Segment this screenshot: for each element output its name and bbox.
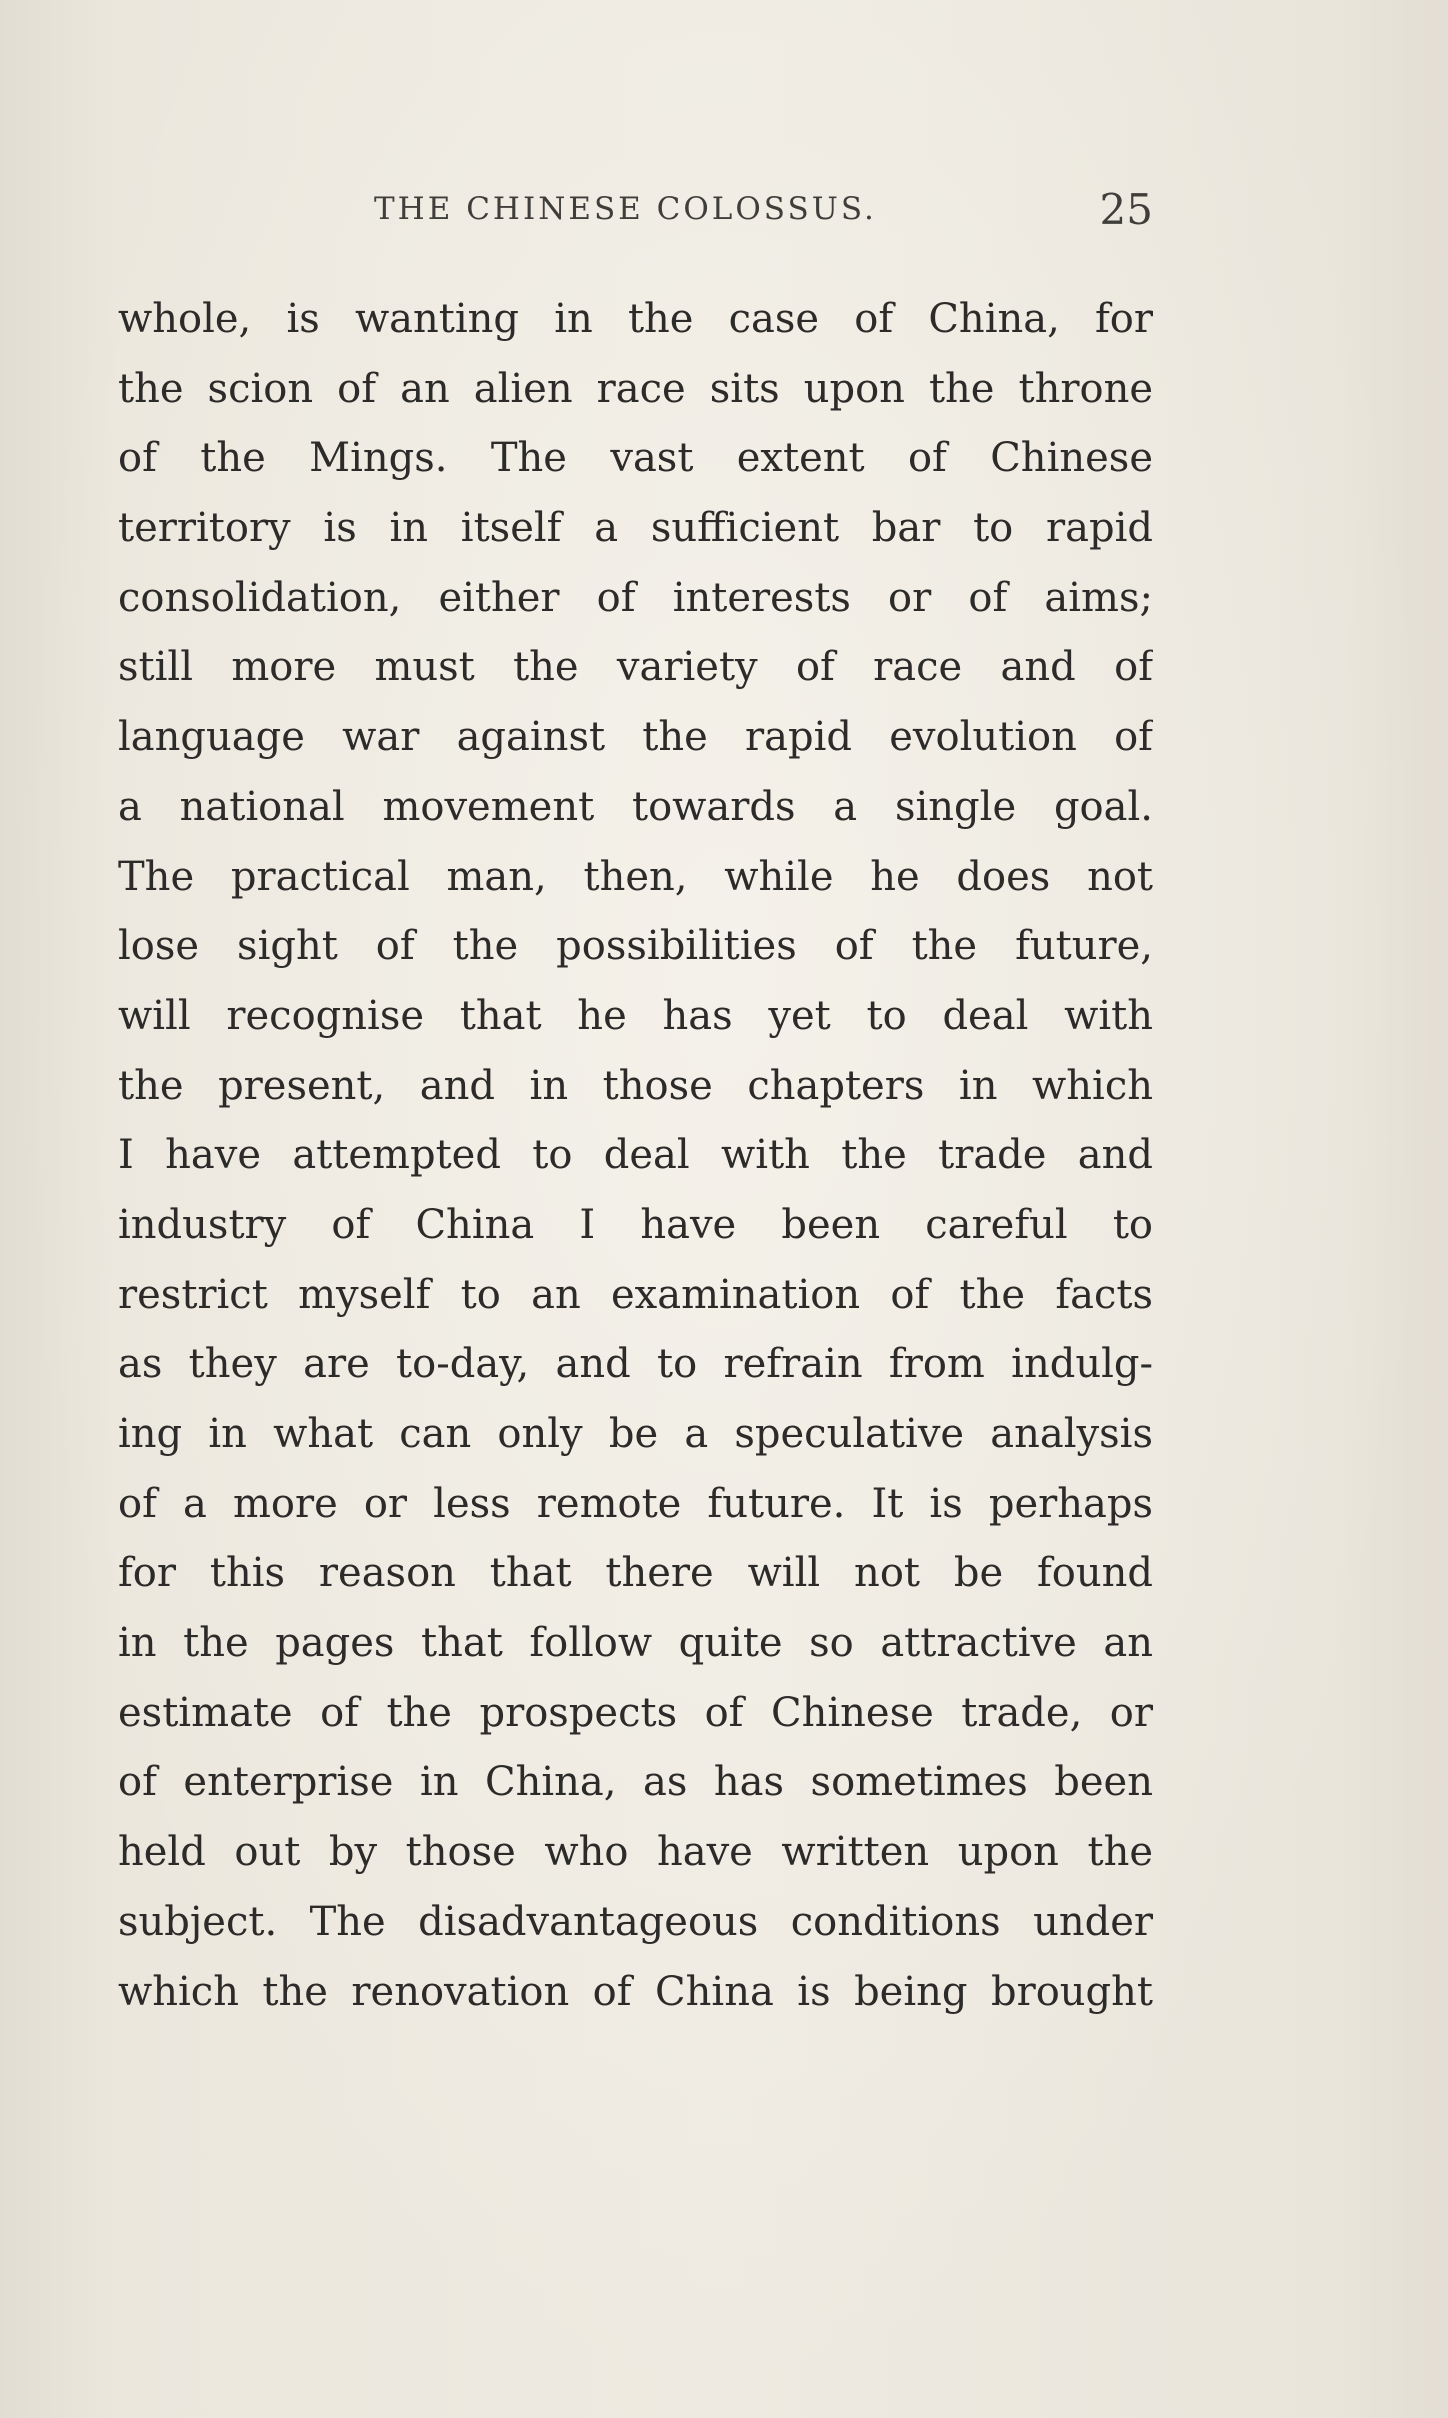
text-line: will recognise that he has yet to deal with: [118, 992, 1153, 1039]
text-line: whole, is wanting in the case of China, for: [118, 296, 1153, 342]
text-line: of the Mings. The vast extent of Chinese: [118, 435, 1153, 482]
text-line: language war against the rapid evolution of: [118, 714, 1153, 761]
text-line: ing in what can only be a speculative analysis: [118, 1411, 1153, 1457]
text-line: the scion of an alien race sits upon the throne: [118, 365, 1153, 412]
text-line: a national movement towards a single goal.: [118, 783, 1153, 830]
text-line: held out by those who have written upon the: [118, 1829, 1153, 1876]
text-line: of a more or less remote future. It is perhaps: [118, 1480, 1153, 1527]
text-line: The practical man, then, while he does not: [118, 853, 1153, 900]
text-line: in the pages that follow quite so attractive an: [118, 1620, 1153, 1667]
text-line: territory is in itself a sufficient bar to rapid: [118, 505, 1153, 552]
text-line: the present, and in those chapters in which: [118, 1062, 1153, 1109]
text-line: consolidation, either of interests or of aims;: [118, 574, 1153, 621]
page-number: 25: [1099, 185, 1153, 234]
running-title: THE CHINESE COLOSSUS.: [374, 191, 877, 227]
text-line: still more must the variety of race and of: [118, 644, 1153, 691]
running-head: [118, 185, 1153, 233]
text-line: restrict myself to an examination of the facts: [118, 1271, 1153, 1318]
text-line: subject. The disadvantageous conditions under: [118, 1898, 1153, 1945]
body-text: [118, 285, 1153, 2027]
text-line: for this reason that there will not be found: [118, 1550, 1153, 1597]
text-line: industry of China I have been careful to: [118, 1201, 1153, 1248]
text-line: which the renovation of China is being brought: [118, 1968, 1153, 2015]
text-line: of enterprise in China, as has sometimes been: [118, 1759, 1153, 1806]
text-line: as they are to-day, and to refrain from indulg-: [118, 1341, 1153, 1388]
text-line: I have attempted to deal with the trade and: [118, 1132, 1153, 1179]
text-line: lose sight of the possibilities of the future,: [118, 923, 1153, 970]
text-line: estimate of the prospects of Chinese trade, or: [118, 1689, 1153, 1736]
